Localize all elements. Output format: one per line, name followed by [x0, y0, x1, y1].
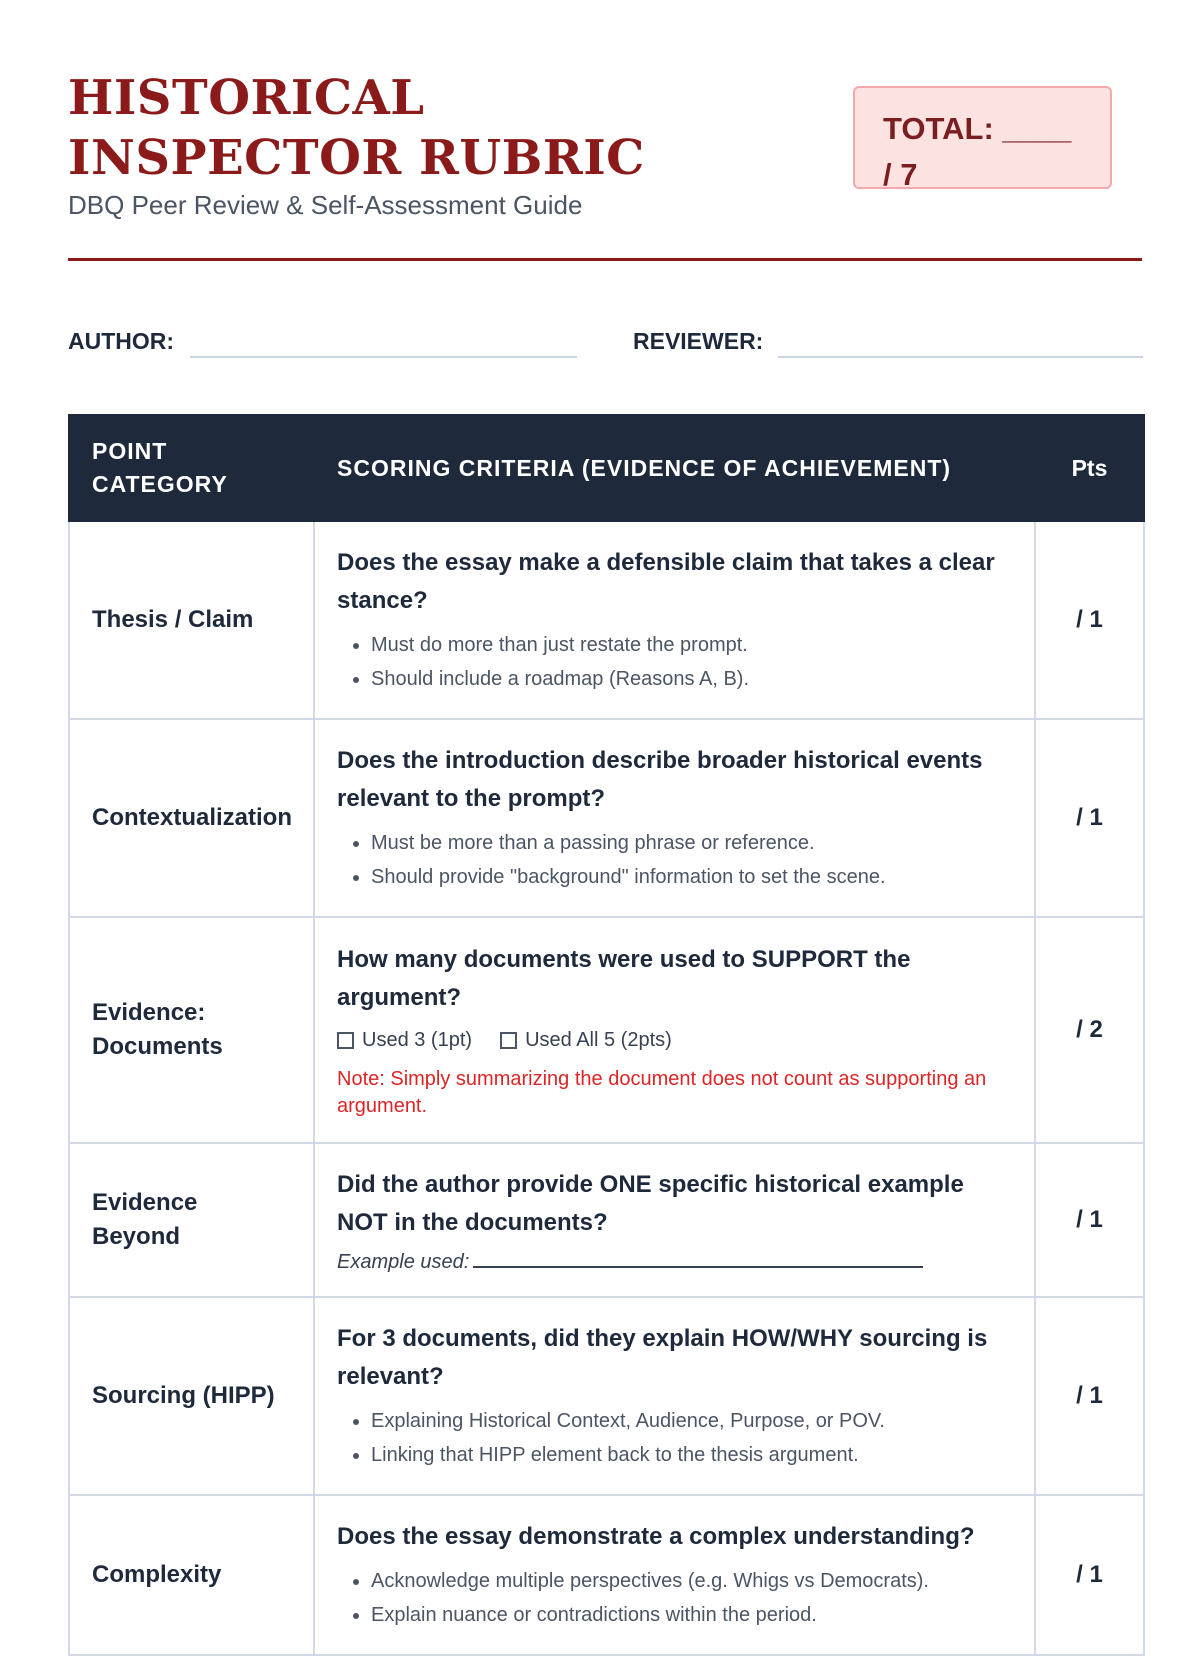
- table-row: [69, 719, 1144, 917]
- total-score-box: TOTAL: ____ / 7: [853, 86, 1112, 189]
- table-header-row: [69, 415, 1144, 521]
- criteria-question: Does the essay make a defensible claim that takes a clear stance?: [337, 549, 995, 614]
- bullet-item: • Explaining Historical Context, Audience, Purpose, or POV.: [371, 1404, 1012, 1438]
- page-title: HISTORICAL INSPECTOR RUBRIC: [68, 70, 645, 186]
- points-cell: / 1: [1035, 521, 1144, 719]
- used-all-5-option[interactable]: [500, 1029, 672, 1052]
- criteria-question: For 3 documents, did they explain HOW/WHY sourcing is relevant?: [337, 1325, 988, 1390]
- used-3-option[interactable]: [337, 1029, 472, 1052]
- criteria-cell: [314, 1143, 1035, 1297]
- used-3-label: Used 3 (1pt): [362, 1028, 473, 1051]
- criteria-bullets: [337, 826, 1012, 894]
- header-point-category: POINT CATEGORY: [69, 415, 314, 521]
- criteria-bullets: [337, 1404, 1012, 1472]
- author-field-line[interactable]: [190, 356, 577, 358]
- author-label: AUTHOR:: [68, 328, 175, 354]
- document-checkboxes: [337, 1029, 1012, 1052]
- points-cell: / 2: [1035, 917, 1144, 1143]
- criteria-cell: [314, 1297, 1035, 1495]
- example-line: [337, 1250, 1012, 1274]
- used-all-5-label: Used All 5 (2pts): [525, 1028, 672, 1051]
- header-points: Pts: [1035, 415, 1144, 521]
- criteria-cell: [314, 521, 1035, 719]
- table-row: [69, 917, 1144, 1143]
- category-cell: Contextualization: [69, 719, 314, 917]
- example-blank[interactable]: [473, 1250, 923, 1268]
- checkbox-icon[interactable]: [500, 1032, 517, 1049]
- reviewer-label: REVIEWER:: [633, 328, 764, 354]
- category-cell: Evidence: Documents: [69, 917, 314, 1143]
- rubric-table: [68, 414, 1145, 1656]
- category-cell: Complexity: [69, 1495, 314, 1655]
- bullet-item: • Linking that HIPP element back to the thesis argument.: [371, 1438, 1012, 1472]
- category-cell: Thesis / Claim: [69, 521, 314, 719]
- criteria-bullets: [337, 628, 1012, 696]
- example-label: Example used:: [337, 1251, 470, 1273]
- bullet-item: • Acknowledge multiple perspectives (e.g. Whigs vs Democrats).: [371, 1564, 1012, 1598]
- bullet-item: • Must be more than a passing phrase or reference.: [371, 826, 1012, 860]
- category-cell: Sourcing (HIPP): [69, 1297, 314, 1495]
- checkbox-icon[interactable]: [337, 1032, 354, 1049]
- header-scoring-criteria: SCORING CRITERIA (EVIDENCE OF ACHIEVEMENT): [314, 415, 1035, 521]
- page-subtitle: DBQ Peer Review & Self-Assessment Guide: [68, 190, 583, 220]
- points-cell: / 1: [1035, 719, 1144, 917]
- table-row: [69, 1495, 1144, 1655]
- header: [68, 68, 1142, 261]
- criteria-note: Note: Simply summarizing the document does not count as supporting an argument.: [337, 1067, 987, 1117]
- category-cell: Evidence Beyond: [69, 1143, 314, 1297]
- reviewer-field-line[interactable]: [778, 356, 1143, 358]
- table-row: [69, 521, 1144, 719]
- points-cell: / 1: [1035, 1143, 1144, 1297]
- bullet-item: • Explain nuance or contradictions within the period.: [371, 1598, 1012, 1632]
- criteria-question: Does the introduction describe broader historical events relevant to the prompt?: [337, 747, 983, 812]
- table-row: [69, 1297, 1144, 1495]
- criteria-question: How many documents were used to SUPPORT the argument?: [337, 945, 911, 1011]
- criteria-question: Did the author provide ONE specific historical example NOT in the documents?: [337, 1171, 964, 1236]
- table-row: [69, 1143, 1144, 1297]
- bullet-item: • Should include a roadmap (Reasons A, B).: [371, 662, 1012, 696]
- bullet-item: • Must do more than just restate the prompt.: [371, 628, 1012, 662]
- criteria-cell: [314, 719, 1035, 917]
- points-cell: / 1: [1035, 1297, 1144, 1495]
- criteria-bullets: [337, 1564, 1012, 1632]
- criteria-cell: [314, 917, 1035, 1143]
- criteria-cell: [314, 1495, 1035, 1655]
- points-cell: / 1: [1035, 1495, 1144, 1655]
- criteria-question: Does the essay demonstrate a complex understanding?: [337, 1523, 975, 1550]
- bullet-item: • Should provide "background" information to set the scene.: [371, 860, 1012, 894]
